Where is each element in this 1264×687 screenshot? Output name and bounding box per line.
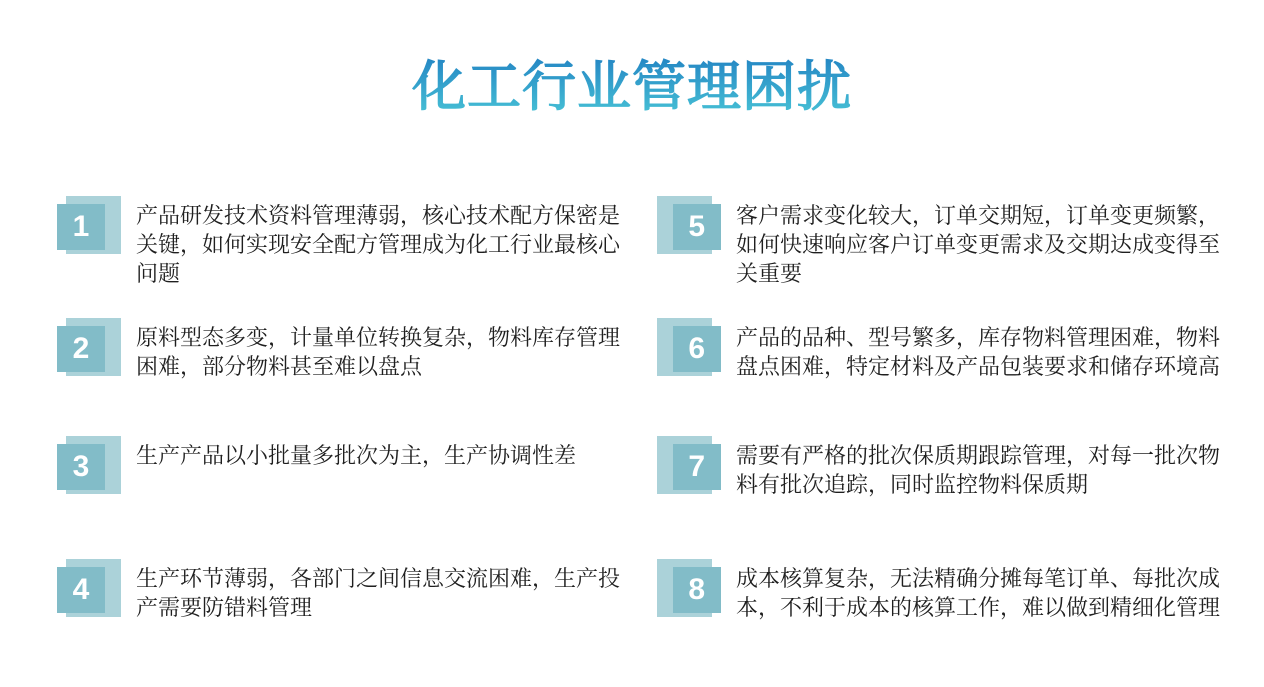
badge-number: 8 [688,573,706,606]
list-item-6 [657,318,1220,381]
list-item-2 [57,318,620,381]
list-item-7 [657,436,1220,499]
badge-number: 2 [72,332,90,365]
badge-square [57,326,105,372]
badge-square [57,567,105,613]
badge-square [57,444,105,490]
item-text: 客户需求变化较大，订单交期短，订单变更频繁，如何快速响应客户订单变更需求及交期达成变得至关重要 [736,203,1221,286]
list-item-3 [57,436,620,498]
item-text: 产品的品种、型号繁多，库存物料管理困难，物料盘点困难，特定材料及产品包装要求和储存环境高 [736,325,1221,379]
badge-number: 3 [72,450,90,483]
list-item-8 [657,559,1220,622]
badge-square [673,444,721,490]
number-badge-6 [657,318,721,380]
item-text: 成本核算复杂，无法精确分摊每笔订单、每批次成本，不利于成本的核算工作，难以做到精细化管理 [736,566,1221,620]
number-badge-3 [57,436,121,498]
item-text: 需要有严格的批次保质期跟踪管理，对每一批次物料有批次追踪，同时监控物料保质期 [736,443,1221,497]
item-text: 生产环节薄弱，各部门之间信息交流困难，生产投产需要防错料管理 [136,566,621,620]
item-text: 原料型态多变，计量单位转换复杂，物料库存管理困难，部分物料甚至难以盘点 [136,325,621,379]
badge-square [673,326,721,372]
item-text: 产品研发技术资料管理薄弱，核心技术配方保密是关键，如何实现安全配方管理成为化工行业最核心问题 [136,203,621,286]
list-item-5 [657,196,1220,288]
number-badge-2 [57,318,121,380]
number-badge-4 [57,559,121,621]
page-title: 化工行业管理困扰 [0,44,1264,121]
badge-number: 7 [688,450,706,483]
badge-number: 5 [688,210,706,243]
badge-square [673,567,721,613]
list-item-4 [57,559,620,622]
badge-square [57,204,105,250]
list-item-1 [57,196,620,288]
badge-square [673,204,721,250]
number-badge-7 [657,436,721,498]
number-badge-5 [657,196,721,258]
badge-number: 4 [72,573,90,606]
badge-number: 6 [688,332,706,365]
item-text: 生产产品以小批量多批次为主，生产协调性差 [136,443,577,468]
number-badge-8 [657,559,721,621]
badge-number: 1 [72,210,90,243]
number-badge-1 [57,196,121,258]
